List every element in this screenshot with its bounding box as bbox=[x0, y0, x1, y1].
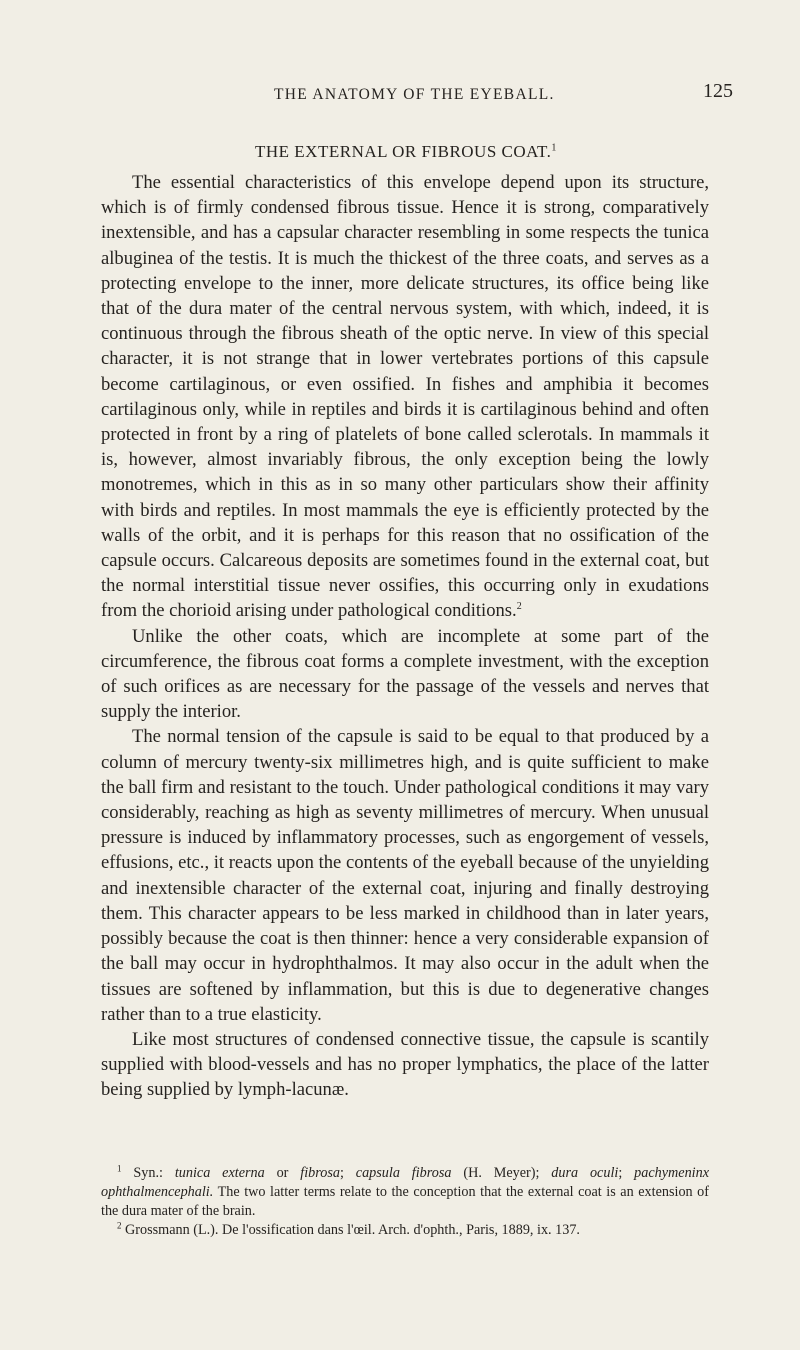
paragraph-4: Like most structures of condensed connective tissue, the capsule is scantily supplied with blood-vessels and has no proper lymphatics, the place of the latter being supplied by lymph-lacunæ. bbox=[101, 1028, 709, 1101]
footnote-author: (H. Meyer); bbox=[463, 1165, 540, 1181]
footnote-term: tunica externa bbox=[174, 1165, 265, 1181]
section-title bbox=[255, 142, 557, 162]
paragraph-text: The essential characteristics of this envelope depend upon its structure, which is of firmly condensed fibrous tissue. Hence it is strong, comparatively inextensible, and has a capsular character resembling in some respects the tunica albuginea of the testis. It is much the thickest of the three coats, and serves as a protecting envelope to the inner, more delicate structures, its office being like that of the dura mater of the central nervous system, with which, indeed, it is continuous through the fibrous sheath of the optic nerve. In view of this special character, it is not strange that in lower vertebrates portions of this capsule become cartilaginous, or even ossified. In fishes and amphibia it becomes cartilaginous only, while in reptiles and birds it is cartilaginous behind and often protected in front by a ring of platelets of bone called sclerotals. In mammals it is, however, almost invariably fibrous, the only exception being the lowly monotremes, which in this as in so many other particulars show their affinity with birds and reptiles. In most mammals the eye is efficiently protected by the walls of the orbit, and it is perhaps for this reason that no ossification of the capsule occurs. Calcareous deposits are sometimes found in the external coat, but the normal interstitial tissue never ossifies, this occurring only in exudations from the chorioid arising under pathological conditions. bbox=[101, 172, 709, 622]
paragraph-3: The normal tension of the capsule is said to be equal to that produced by a column of mercury twenty-six millimetres high, and is quite sufficient to make the ball firm and resistant to the touch. Under pathological conditions it may vary considerably, reaching as high as seventy millimetres of mercury. When unusual pressure is induced by inflammatory processes, such as engorgement of vessels, effusions, etc., it reacts upon the contents of the eyeball because of the unyielding and inextensible character of the external coat, injuring and finally destroying them. This character appears to be less marked in childhood than in later years, possibly because the coat is then thinner: hence a very considerable expansion of the ball may occur in hydrophthalmos. It may also occur in the adult when the tissues are softened by inflammation, but this is due to degenerative changes rather than to a true elasticity. bbox=[101, 726, 709, 1025]
paragraph-1 bbox=[101, 170, 709, 624]
footnote-text: Grossmann (L.). De l'ossification dans l'œil. Arch. d'ophth., Paris, 1889, ix. 137. bbox=[125, 1222, 580, 1238]
footnote-text: The two latter terms relate to the conception that the external coat is an extension of the dura mater of the brain. bbox=[101, 1184, 709, 1219]
running-head: THE ANATOMY OF THE EYEBALL. bbox=[274, 86, 555, 103]
body-text bbox=[101, 170, 709, 1103]
footnote-lead: Syn.: bbox=[133, 1165, 163, 1181]
footnote-ref-1[interactable]: 1 bbox=[551, 142, 557, 154]
footnote-2 bbox=[101, 1221, 709, 1240]
footnote-term: capsula fibrosa bbox=[355, 1165, 452, 1181]
footnote-conj: or bbox=[276, 1165, 289, 1181]
paragraph-2: Unlike the other coats, which are incomplete at some part of the circumference, the fibrous coat forms a complete investment, with the exception of such orifices as are necessary for the passage of the vessels and nerves that supply the interior. bbox=[101, 625, 709, 723]
footnote-marker: 2 bbox=[117, 1220, 122, 1231]
footnote-term: fibrosa bbox=[300, 1165, 340, 1181]
footnote-term: dura oculi bbox=[551, 1165, 619, 1181]
footnote-marker: 1 bbox=[117, 1163, 122, 1174]
footnote-ref-2[interactable]: 2 bbox=[516, 601, 522, 613]
footnote-term: pachymeninx ophthalmencephali. bbox=[101, 1165, 710, 1200]
section-title-text: THE EXTERNAL OR FIBROUS COAT. bbox=[255, 142, 552, 161]
page-number: 125 bbox=[703, 80, 733, 102]
footnote-1: $^1$ Syn.: tunica externa or fibrosa; capsula fibrosa (H. Meyer); dura oculi; pachymeninx ophthalmencephali. The two latter terms relate to the conception that the external coat is an extension of the dura mater of the brain. bbox=[101, 1163, 710, 1219]
footnotes bbox=[101, 1164, 709, 1240]
